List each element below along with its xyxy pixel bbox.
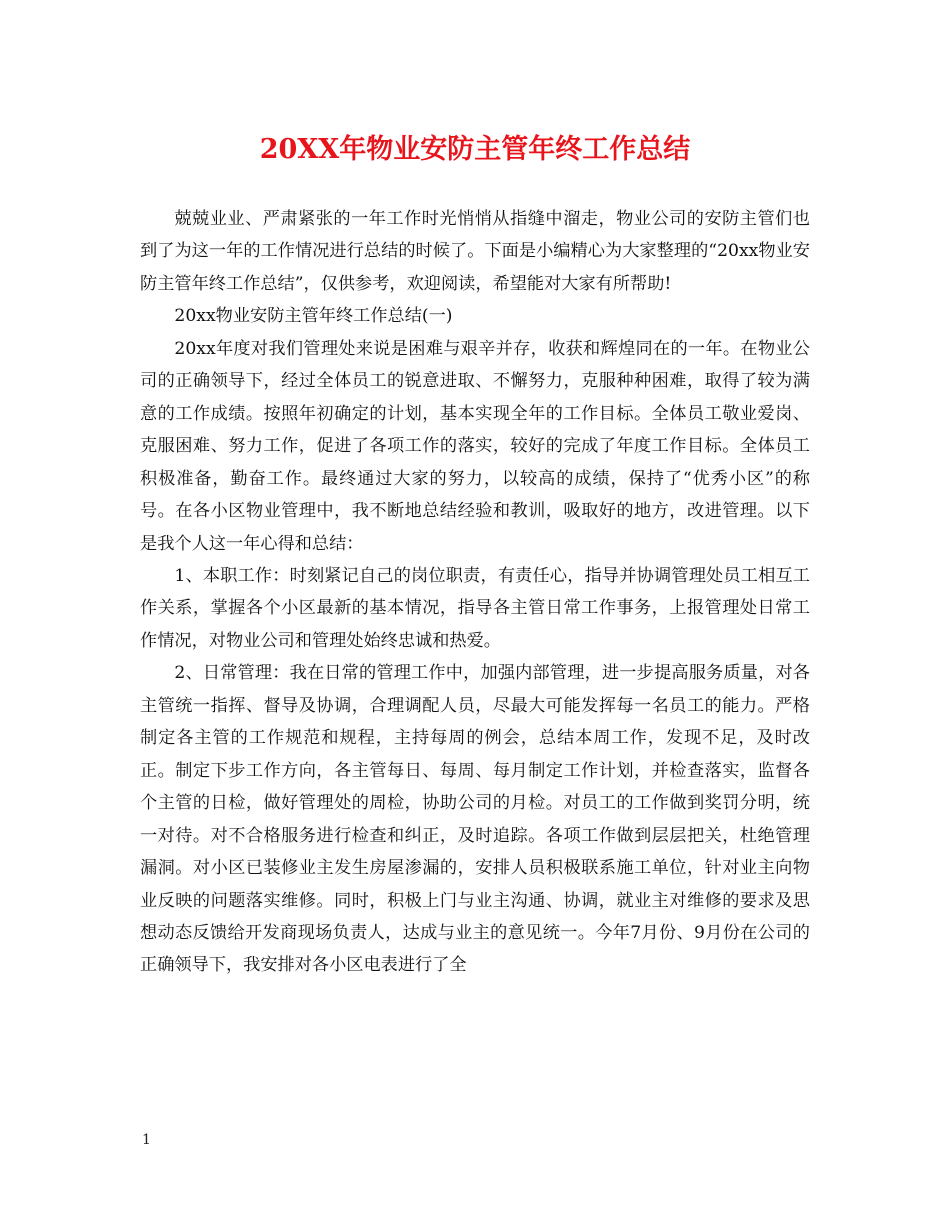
page-number: 1 [142, 1132, 151, 1148]
document-title: 20XX年物业安防主管年终工作总结 [259, 134, 691, 165]
paragraph-daily-management: 2、日常管理：我在日常的管理工作中，加强内部管理，进一步提高服务质量，对各主管统一指挥、督导及协调，合理调配人员，尽最大可能发挥每一名员工的能力。严格制定各主管的工作规范和规程，主持每周的例会，总结本周工作，发现不足，及时改正。制定下步工作方向，各主管每日、每周、每月制定工作计划，并检查落实，监督各个主管的日检，做好管理处的周检，协助公司的月检。对员工的工作做到奖罚分明，统一对待。对不合格服务进行检查和纠正，及时追踪。各项工作做到层层把关，杜绝管理漏洞。对小区已装修业主发生房屋渗漏的，安排人员积极联系施工单位，针对业主向物业反映的问题落实维修。同时，积极上门与业主沟通、协调，就业主对维修的要求及思想动态反馈给开发商现场负责人，达成与业主的意见统一。今年7月份、9月份在公司的正确领导下，我安排对各小区电表进行了全 [140, 663, 810, 976]
paragraph-section-heading: 20xx物业安防主管年终工作总结(一) [174, 306, 453, 327]
paragraph-intro: 兢兢业业、严肃紧张的一年工作时光悄悄从指缝中溜走，物业公司的安防主管们也到了为这一年的工作情况进行总结的时候了。下面是小编精心为大家整理的“20xx物业安防主管年终工作总结”，仅供参考，欢迎阅读，希望能对大家有所帮助! [140, 209, 810, 294]
paragraph-annual-overview: 20xx年度对我们管理处来说是困难与艰辛并存，收获和辉煌同在的一年。在物业公司的正确领导下，经过全体员工的锐意进取、不懈努力，克服种种困难，取得了较为满意的工作成绩。按照年初确定的计划，基本实现全年的工作目标。全体员工敬业爱岗、克服困难、努力工作，促进了各项工作的落实，较好的完成了年度工作目标。全体员工积极准备，勤奋工作。最终通过大家的努力，以较高的成绩，保持了“优秀小区”的称号。在各小区物业管理中，我不断地总结经验和教训，吸取好的地方，改进管理。以下是我个人这一年心得和总结： [140, 338, 810, 554]
document-body [140, 203, 810, 982]
paragraph-main-duties: 1、本职工作：时刻紧记自己的岗位职责，有责任心，指导并协调管理处员工相互工作关系，掌握各个小区最新的基本情况，指导各主管日常工作事务，上报管理处日常工作情况，对物业公司和管理处始终忠诚和热爱。 [140, 565, 810, 651]
